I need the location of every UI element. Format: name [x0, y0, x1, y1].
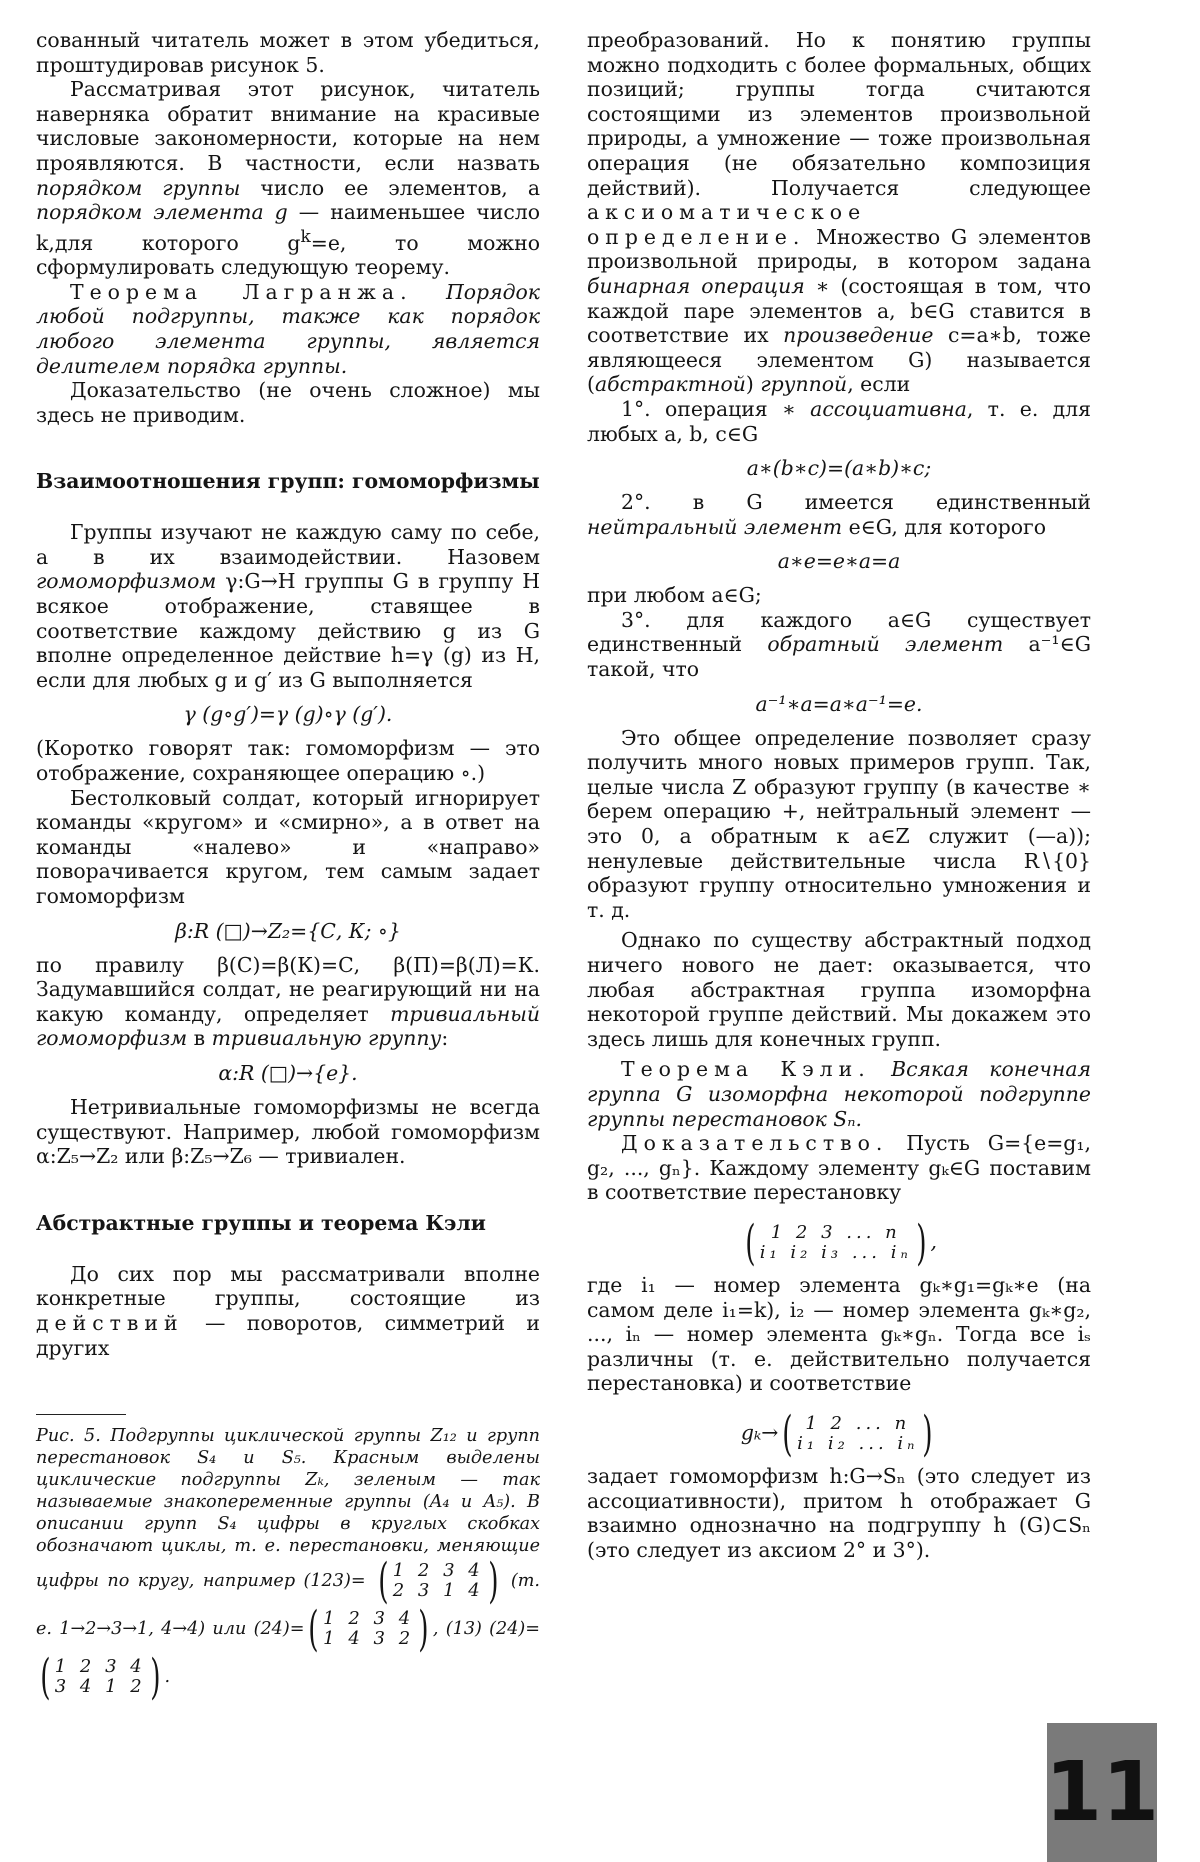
permutation-matrix: ( 1 2 3 4 2 3 1 4 ) — [378, 1553, 499, 1610]
formula: a∗e=e∗a=a — [777, 549, 901, 574]
formula: α:R (□)→{e}. — [218, 1060, 358, 1085]
paragraph: Доказательство (не очень сложное) мы здесь не приводим. — [36, 378, 540, 427]
lagrange-theorem: Теорема Лагранжа. Порядок любой подгруппы, также как порядок любого элемента группы, является делителем порядка группы. — [36, 279, 540, 378]
axiom-1: 1°. операция ∗ ассоциативна, т. е. для любых a, b, c∈G — [587, 396, 1091, 446]
paragraph: сованный читатель может в этом убедиться, проштудировав рисунок 5. — [36, 28, 540, 77]
permutation-matrix: ( 1 2 3 4 3 4 1 2 ) — [40, 1649, 161, 1706]
permutation-matrix: ( 1 2 3 ... n i₁ i₂ i₃ ... iₙ ) — [745, 1214, 927, 1271]
paragraph: преобразований. Но к понятию группы можно подходить с более формальных, общих позиций; группы тогда считаются состоящими из элементов произвольной природы, а умножение — тоже произвольная операция (не обязательно композиция действий). Получается следующее аксиоматическое определение. Множество G элементов произвольной природы, в котором задана бинарная операция ∗ (состоящая в том, что каждой паре элементов a, b∈G ставится в соответствие их произведение c=a∗b, тоже являющееся элементом G) называется (абстрактной) группой, если — [587, 28, 1092, 397]
paragraph: Нетривиальные гомоморфизмы не всегда существуют. Например, любой гомоморфизм α:Z₅→Z₂ или β:Z₅→Z₆ — тривиален. — [36, 1094, 540, 1169]
axiom-3: 3°. для каждого a∈G существует единственный обратный элемент a⁻¹∈G такой, что — [587, 607, 1091, 682]
paragraph: при любом a∈G; — [587, 583, 762, 608]
section-heading-cayley: Абстрактные группы и теорема Кэли — [36, 1210, 486, 1235]
formula: a∗(b∗c)=(a∗b)∗c; — [746, 456, 932, 481]
caption-divider — [36, 1414, 126, 1415]
permutation-matrix: ( 1 2 3 4 1 4 3 2 ) — [308, 1601, 429, 1658]
section-heading-homomorphisms: Взаимоотношения групп: гомоморфизмы — [36, 469, 540, 494]
paragraph: Бестолковый солдат, который игнорирует команды «кругом» и «смирно», а в ответ на команды «налево» и «направо» поворачивается кругом, тем самым задает гомоморфизм — [36, 785, 540, 909]
formula: β:R (□)→Z₂={С, К; ∘} — [175, 918, 401, 943]
cayley-theorem: Теорема Кэли. Всякая конечная группа G изоморфна некоторой подгруппе группы перестановок Sₙ. — [587, 1057, 1091, 1131]
right-column — [587, 28, 1091, 1562]
paragraph: Группы изучают не каждую саму по себе, а в их взаимодействии. Назовем гомоморфизмом γ:G→H группы G в группу H всякое отображение, ставящее в соответствие каждому действию g из G вполне определенное действие h=γ (g) из H, если для любых g и g′ из G выполняется — [36, 520, 540, 692]
paragraph: Рассматривая этот рисунок, читатель наверняка обратит внимание на красивые числовые закономерности, которые на нем проявляются. В частности, если назвать порядком группы число ее элементов, а порядком элемента g — наименьшее число k,для которого $g^k=e$, то можно сформулировать следующую теорему. — [36, 77, 541, 280]
paragraph: Это общее определение позволяет сразу получить много новых примеров групп. Так, целые числа Z образуют группу (в качестве ∗ берем операцию +, нейтральный элемент — это 0, а обратным к a∈Z служит (—a)); ненулевые действительные числа R∖{0} образуют группу относительно умножения и т. д. — [587, 725, 1091, 922]
permutation-matrix: ( 1 2 ... n i₁ i₂ ... iₙ ) — [782, 1405, 933, 1462]
figure-caption: Рис. 5. Подгруппы циклической группы Z₁₂ и групп перестановок S₄ и S₅. Красным выделены циклические подгруппы Zₖ, зеленым — так называемые знакопеременные группы (A₄ и A₅). В описании групп S₄ цифры в круглых скобках обозначают циклы, т. е. перестановки, меняющие цифры по кругу, например (123)= ( 1 2 3 4 2 3 1 4 ) (т. е. 1→2→3→1, 4→4) или (24)= ( 1 2 3 4 1 4 3 2 ) , (13) (24)= ( 1 2 3 4 3 4 1 2 ) . — [36, 1426, 541, 1706]
left-column — [36, 28, 541, 1706]
formula: a⁻¹∗a=a∗a⁻¹=e. — [755, 691, 923, 716]
paragraph: Однако по существу абстрактный подход ничего нового не дает: оказывается, что любая абстрактная группа изоморфна некоторой группе действий. Мы докажем это здесь лишь для конечных групп. — [587, 928, 1091, 1051]
paragraph: До сих пор мы рассматривали вполне конкретные группы, состоящие из действий — поворотов, симметрий и других — [36, 1261, 540, 1360]
paragraph: где i₁ — номер элемента gₖ∗g₁=gₖ∗e (на самом деле i₁=k), i₂ — номер элемента gₖ∗g₂, ..., iₙ — номер элемента gₖ∗gₙ. Тогда все iₛ различны (т. е. действительно получается перестановка) и соответствие — [587, 1272, 1091, 1396]
axiom-2: 2°. в G имеется единственный нейтральный элемент e∈G, для которого — [587, 490, 1091, 539]
correspondence-formula: gₖ→ ( 1 2 ... n i₁ i₂ ... iₙ ) — [587, 1410, 1091, 1458]
paragraph: по правилу β(С)=β(К)=С, β(П)=β(Л)=К. Задумавшийся солдат, не реагирующий ни на какую команду, определяет тривиальный гомоморфизм в тривиальную группу: — [36, 952, 540, 1051]
formula: γ (g∘g′)=γ (g)∘γ (g′). — [183, 702, 393, 727]
cayley-proof: Доказательство. Пусть G={e=g₁, g₂, ..., gₙ}. Каждому элементу gₖ∈G поставим в соответствие перестановку — [587, 1131, 1091, 1205]
paragraph: задает гомоморфизм h:G→Sₙ (это следует из ассоциативности), притом h отображает G взаимно однозначно на подгруппу h (G)⊂Sₙ (это следует из аксиом 2° и 3°). — [587, 1463, 1091, 1562]
paragraph: (Коротко говорят так: гомоморфизм — это отображение, сохраняющее операцию ∘.) — [36, 736, 540, 786]
permutation-formula: ( 1 2 3 ... n i₁ i₂ i₃ ... iₙ ) , — [587, 1219, 1091, 1267]
page-number: 11 — [1047, 1723, 1157, 1862]
